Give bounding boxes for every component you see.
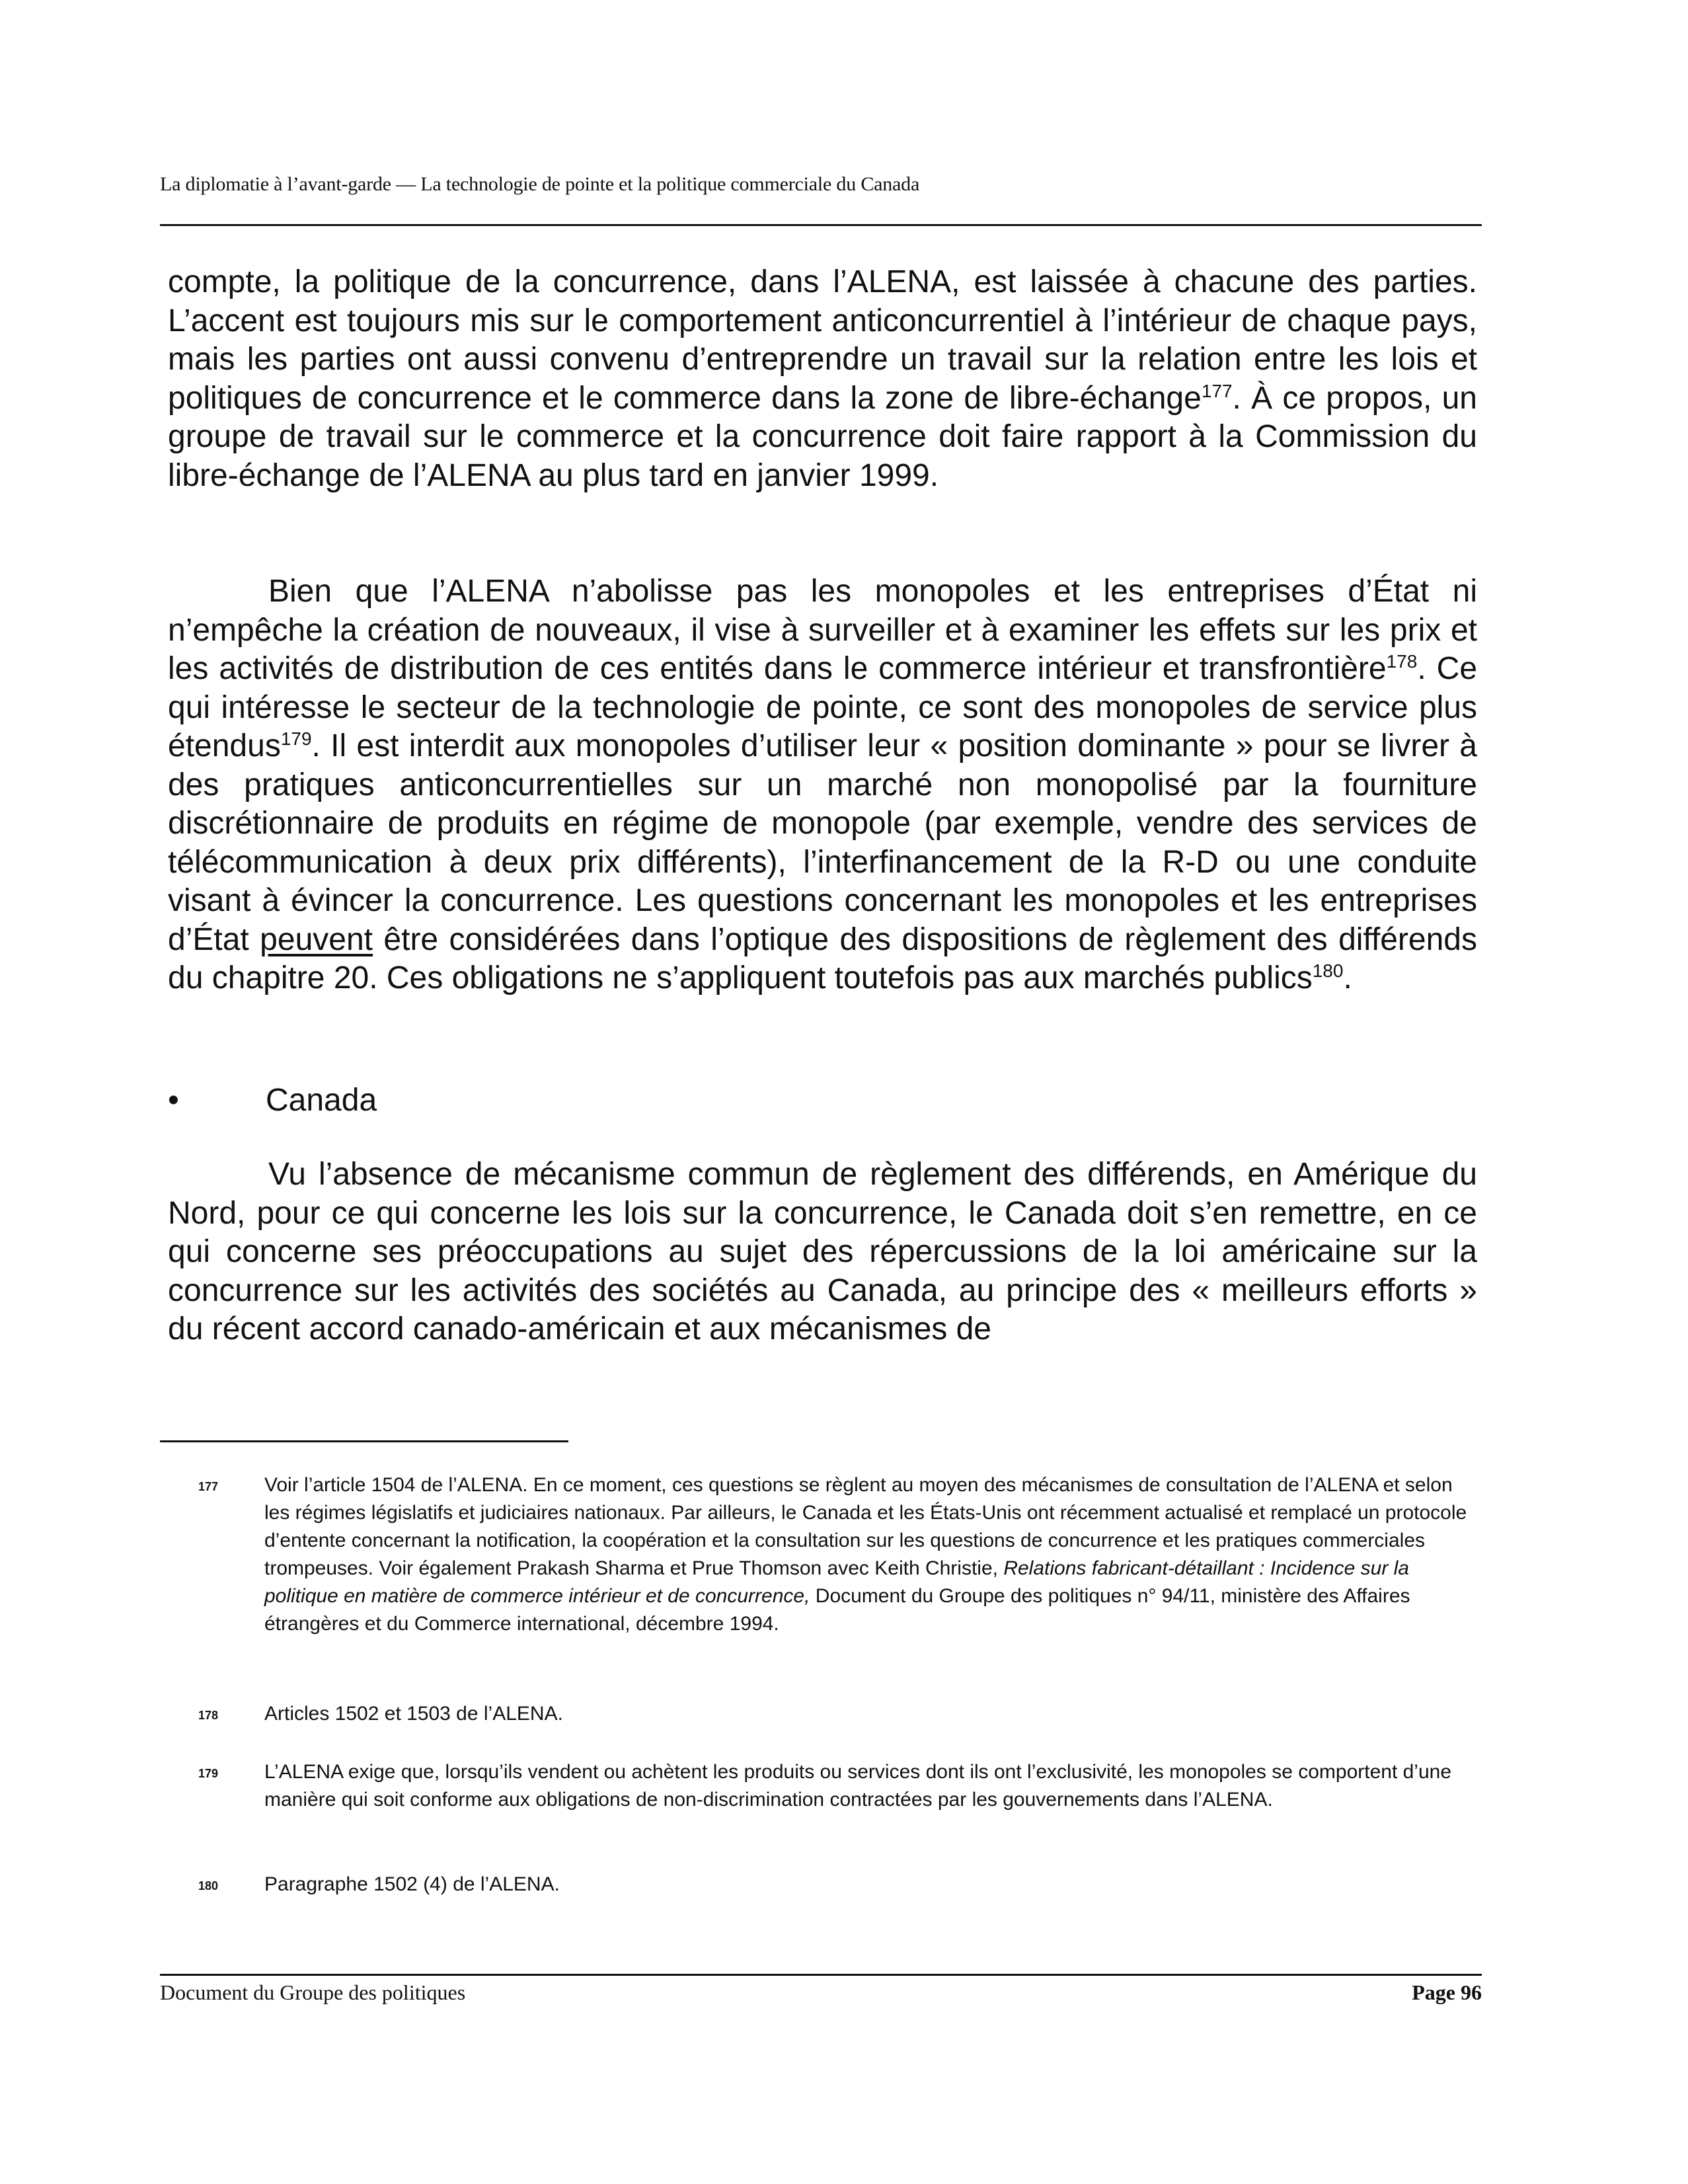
- footnote-ref-177[interactable]: 177: [1201, 380, 1233, 401]
- running-footer: Document du Groupe des politiques: [160, 1980, 466, 2004]
- footnote-text: [264, 1471, 1477, 1638]
- footnote-177-italic-title: Relations fabricant-détaillant : Incidence sur la politique en matière de commerce intérieur et de concurrence,: [264, 1557, 1409, 1607]
- footer-rule: [160, 1974, 1482, 1976]
- footnote-ref-179[interactable]: 179: [280, 728, 312, 749]
- footnote-text: L’ALENA exige que, lorsqu’ils vendent ou achètent les produits ou services dont ils ont l’exclusivité, les monopoles se comportent d’une manière qui soit conforme aux obligations de non-discrimination contractées par les gouvernements dans l’ALENA.: [264, 1761, 1452, 1811]
- header-rule: [160, 224, 1482, 226]
- bullet-icon: •: [168, 1083, 179, 1118]
- page-number: Page 96: [1412, 1980, 1482, 2004]
- section-title: Canada: [266, 1083, 377, 1118]
- paragraph-1-text-b: . À ce propos, un groupe de travail sur le commerce et la concurrence doit faire rapport à la Commission du libre-échange de l’ALENA au plus tard en janvier 1999.: [168, 380, 1477, 493]
- footnote-number: 177: [198, 1480, 219, 1493]
- footnote-177-text-b: Document du Groupe des politiques n° 94/11, ministère des Affaires étrangères et du Commerce international, décembre 1994.: [264, 1585, 1410, 1635]
- footnote-text: Articles 1502 et 1503 de l’ALENA.: [264, 1703, 563, 1725]
- underlined-word: peuvent: [260, 921, 373, 957]
- footnote-number: 178: [198, 1709, 219, 1722]
- paragraph-1: [168, 263, 1477, 495]
- footnote-177-text-a: Voir l’article 1504 de l’ALENA. En ce moment, ces questions se règlent au moyen des mécanismes de consultation de l’ALENA et selon les régimes législatifs et judiciaires nationaux. Par ailleurs, le Canada et les États-Unis ont récemment actualisé et remplacé un protocole d’entente concernant la notification, la coopération et la consultation sur les questions de concurrence et les pratiques commerciales trompeuses. Voir également Prakash Sharma et Prue Thomson avec Keith Christie,: [264, 1474, 1467, 1579]
- paragraph-2-text-e: .: [1343, 960, 1352, 995]
- footnote-text: Paragraphe 1502 (4) de l’ALENA.: [264, 1873, 560, 1895]
- paragraph-2-text-c: . Il est interdit aux monopoles d’utiliser leur « position dominante » pour se livrer à des pratiques anticoncurrentielles sur un marché non monopolisé par la fourniture discrétionnaire de produits en régime de monopole (par exemple, vendre des services de télécommunication à deux prix différents), l’interfinancement de la R-D ou une conduite visant à évincer la concurrence. Les questions concernant les monopoles et les entreprises d’État: [168, 728, 1477, 957]
- paragraph-2-text-a: Bien que l’ALENA n’abolisse pas les monopoles et les entreprises d’État ni n’empêche la création de nouveaux, il vise à surveiller et à examiner les effets sur les prix et les activités de distribution de ces entités dans le commerce intérieur et transfrontière: [168, 574, 1477, 686]
- paragraph-3: Vu l’absence de mécanisme commun de règlement des différends, en Amérique du Nord, pour ce qui concerne les lois sur la concurrence, le Canada doit s’en remettre, en ce qui concerne ses préoccupations au sujet des répercussions de la loi américaine sur la concurrence sur les activités des sociétés au Canada, au principe des « meilleurs efforts » du récent accord canado-américain et aux mécanismes de: [168, 1157, 1477, 1346]
- paragraph-1-text-a: compte, la politique de la concurrence, dans l’ALENA, est laissée à chacune des parties. L’accent est toujours mis sur le comportement anticoncurrentiel à l’intérieur de chaque pays, mais les parties ont aussi convenu d’entreprendre un travail sur la relation entre les lois et politiques de concurrence et le commerce dans la zone de libre-échange: [168, 264, 1477, 416]
- footnote-ref-178[interactable]: 178: [1386, 651, 1418, 672]
- running-header: La diplomatie à l’avant-garde — La technologie de pointe et la politique commerciale du Canada: [160, 173, 920, 195]
- paragraph-2-text-b: . Ce qui intéresse le secteur de la technologie de pointe, ce sont des monopoles de service plus étendus: [168, 651, 1478, 763]
- footnote-ref-180[interactable]: 180: [1312, 960, 1344, 981]
- paragraph-2-text-d: être considérées dans l’optique des dispositions de règlement des différends du chapitre 20. Ces obligations ne s’appliquent toutefois pas aux marchés publics: [168, 921, 1477, 995]
- paragraph-2: [168, 572, 1477, 998]
- footnote-separator: [160, 1440, 568, 1442]
- footnote-number: 179: [198, 1767, 219, 1780]
- footnote-number: 180: [198, 1879, 219, 1892]
